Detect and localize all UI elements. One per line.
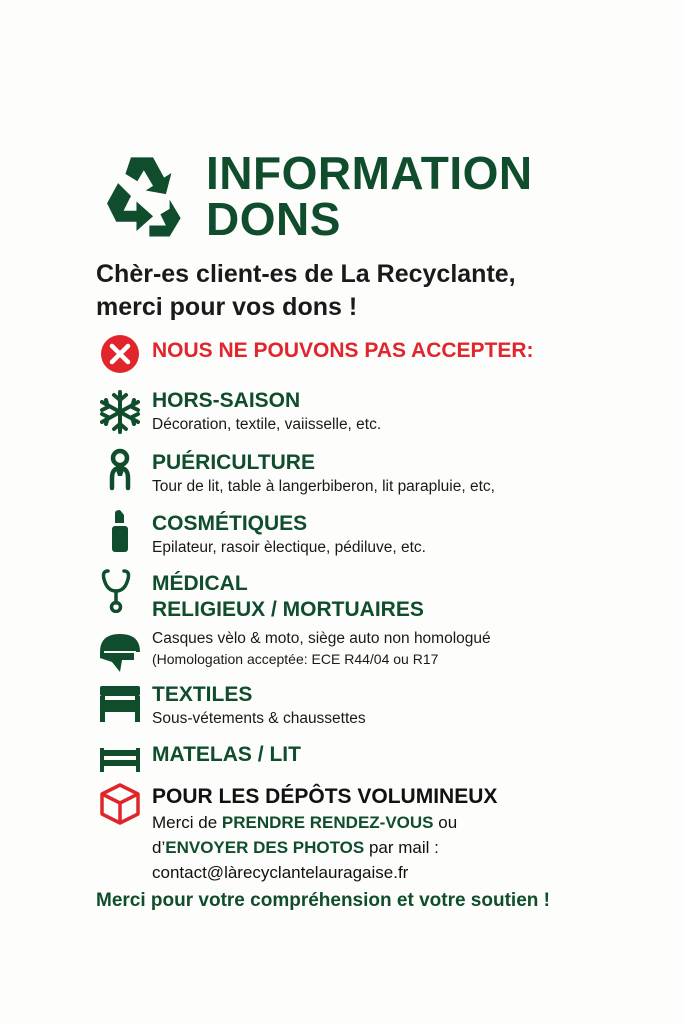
item-title-2: RELIGIEUX / MORTUAIRES — [152, 598, 424, 621]
item-desc: Sous-vétements & chaussettes — [152, 710, 366, 727]
item-desc: Epilateur, rasoir èlectique, pédiluve, etc. — [152, 539, 426, 556]
item-desc: Tour de lit, table à langerbiberon, lit parapluie, etc, — [152, 478, 495, 495]
recycle-icon — [96, 150, 188, 242]
intro-text — [96, 258, 616, 324]
item-title: TEXTILES — [152, 683, 253, 706]
volumineux-line-1-a: Merci de — [152, 813, 222, 832]
intro-line-2: merci pour vos dons ! — [96, 293, 358, 321]
volumineux-line-2-b: par mail : — [364, 838, 439, 857]
volumineux-line-2-a: d’ — [152, 838, 166, 857]
reject-title: NOUS NE POUVONS PAS ACCEPTER: — [152, 339, 534, 362]
volumineux-title: POUR LES DÉPÔTS VOLUMINEUX — [152, 785, 498, 808]
item-title: MÉDICAL — [152, 572, 248, 595]
lipstick-icon — [98, 509, 142, 553]
footer-thanks: Merci pour votre compréhension et votre soutien ! — [96, 890, 550, 911]
volumineux-line-2 — [152, 835, 622, 860]
intro-line-1: Chèr-es client-es de La Recyclante, — [96, 260, 516, 288]
contact-email[interactable]: contact@làrecyclantelauragaise.fr — [152, 863, 409, 882]
stethoscope-icon — [98, 569, 142, 613]
mattress-icon — [98, 738, 142, 782]
photos-text: ENVOYER DES PHOTOS — [165, 838, 365, 857]
rendez-vous-text: PRENDRE RENDEZ-VOUS — [221, 813, 434, 832]
x-circle-icon — [98, 334, 142, 378]
volumineux-line-1-b: ou — [433, 813, 458, 832]
item-title: COSMÉTIQUES — [152, 512, 308, 535]
bed-icon — [98, 682, 142, 726]
item-desc: Décoration, textile, vaiisselle, etc. — [152, 416, 382, 433]
item-desc-2: (Homologation acceptée: ECE R44/04 ou R17 — [152, 651, 439, 667]
item-title: MATELAS / LIT — [152, 743, 301, 766]
item-title: PUÉRICULTURE — [152, 451, 315, 474]
header — [96, 147, 596, 245]
volumineux-line-1 — [152, 810, 622, 835]
helmet-icon — [98, 630, 142, 674]
title-line-1: INFORMATION — [206, 147, 533, 199]
item-title: HORS-SAISON — [152, 389, 301, 412]
baby-icon — [98, 448, 142, 492]
page-title — [206, 147, 533, 245]
snowflake-icon — [98, 390, 142, 434]
title-line-2: DONS — [206, 193, 341, 245]
box-icon — [98, 782, 142, 826]
item-desc: Casques vèlo & moto, siège auto non homologué — [152, 630, 491, 647]
